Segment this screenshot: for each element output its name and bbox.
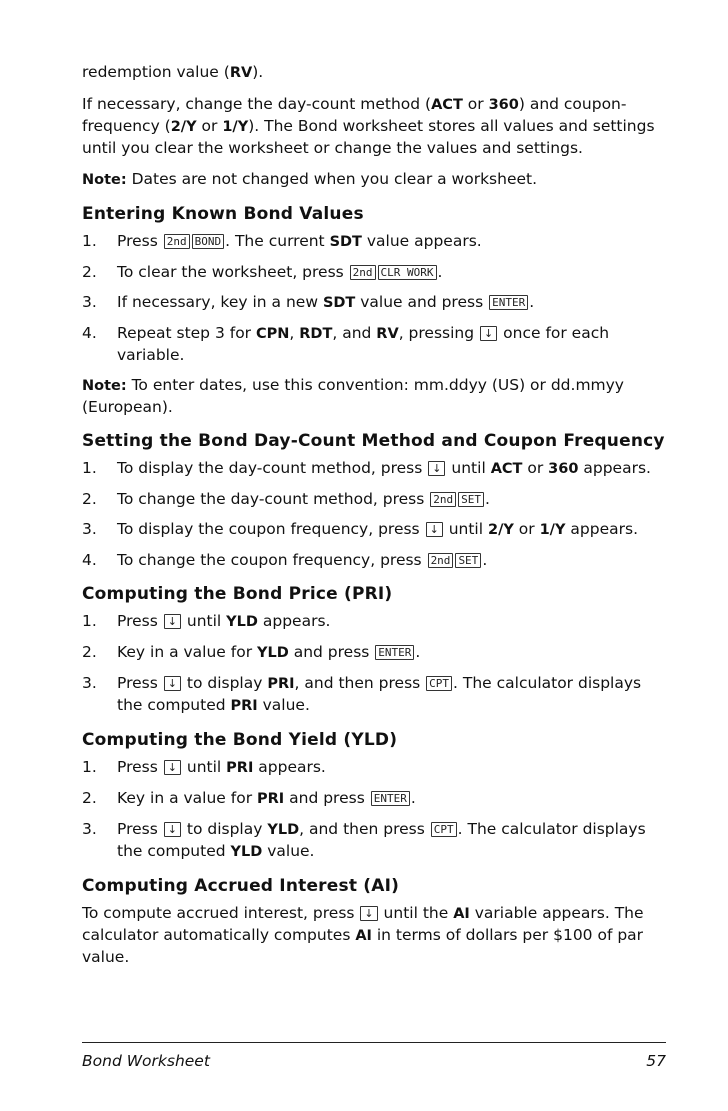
down-arrow-key-icon: ↓: [164, 676, 181, 691]
text: Press: [117, 820, 163, 838]
text: .: [410, 789, 416, 807]
key-set: SET: [458, 492, 484, 507]
term-cpn: CPN: [255, 326, 290, 342]
down-arrow-key-icon: ↓: [164, 760, 181, 775]
page-content: [82, 0, 666, 978]
list-item: [82, 819, 666, 863]
step-number: 3.: [82, 820, 97, 838]
text: . The calculator displays the computed: [117, 674, 642, 714]
term-1y: 1/Y: [222, 119, 249, 135]
text: until the: [378, 904, 454, 922]
term-pri: PRI: [226, 760, 254, 776]
text: appears.: [257, 612, 331, 630]
text: , and then press: [299, 820, 430, 838]
key-2nd: 2nd: [164, 234, 190, 249]
step-text: [117, 489, 666, 510]
step-number: 3.: [82, 520, 97, 538]
down-arrow-key-icon: ↓: [164, 614, 181, 629]
step-text: [117, 642, 666, 664]
note-text: To enter dates, use this convention: mm.ddyy (US) or dd.mmyy (European).: [82, 376, 624, 416]
section-heading-bond-price: Computing the Bond Price (PRI): [82, 584, 393, 604]
text: Key in a value for: [117, 789, 258, 807]
text: until: [446, 459, 491, 477]
dates-note: [82, 375, 666, 418]
down-arrow-key-icon: ↓: [480, 326, 497, 341]
step-number: 2.: [82, 263, 97, 281]
step-number: 1.: [82, 459, 97, 477]
list-item: [82, 673, 666, 717]
text: .: [529, 293, 535, 311]
term-rv: RV: [376, 326, 399, 342]
text: Press: [117, 674, 163, 692]
step-text: [117, 673, 666, 717]
key-enter: ENTER: [489, 295, 528, 310]
text: or: [196, 117, 223, 135]
text: value appears.: [361, 232, 482, 250]
text: If necessary, change the day-count method (: [82, 95, 432, 113]
step-number: 1.: [82, 758, 97, 776]
footer-section-title: Bond Worksheet: [82, 1052, 210, 1070]
step-text: [117, 550, 666, 571]
list-item: [82, 323, 666, 366]
step-number: 4.: [82, 324, 97, 342]
term-yld: YLD: [230, 844, 263, 860]
term-360: 360: [488, 97, 519, 113]
page-footer: [82, 1052, 666, 1070]
note-label: Note:: [82, 172, 127, 188]
text: value.: [262, 842, 315, 860]
term-ai: AI: [453, 906, 470, 922]
term-2y: 2/Y: [487, 522, 514, 538]
key-2nd: 2nd: [428, 553, 454, 568]
text: ).: [252, 63, 264, 81]
text: .: [482, 551, 488, 569]
text: , and: [332, 324, 377, 342]
section-heading-entering-values: Entering Known Bond Values: [82, 204, 364, 224]
text: , and then press: [294, 674, 426, 692]
list-item: [82, 788, 666, 810]
key-2nd: 2nd: [350, 265, 376, 280]
term-rdt: RDT: [299, 326, 333, 342]
step-number: 1.: [82, 232, 97, 250]
text: until: [181, 612, 227, 630]
list-item: [82, 519, 666, 541]
list-item: [82, 642, 666, 664]
text: Press: [117, 612, 163, 630]
text: . The calculator displays the computed: [117, 820, 646, 860]
step-number: 4.: [82, 551, 97, 569]
step-number: 2.: [82, 789, 97, 807]
step-text: [117, 458, 666, 480]
text: until: [181, 758, 227, 776]
text: ,: [289, 324, 300, 342]
step-text: [117, 231, 666, 253]
term-sdt: SDT: [329, 234, 362, 250]
text: to display: [181, 674, 268, 692]
text: appears.: [253, 758, 326, 776]
term-pri: PRI: [257, 791, 285, 807]
section-heading-accrued-interest: Computing Accrued Interest (AI): [82, 876, 400, 896]
intro-line: [82, 62, 666, 84]
text: ). The Bond worksheet stores all values and settings until you clear the worksheet or change the values and settings.: [82, 117, 655, 157]
step-text: [117, 292, 666, 314]
term-act: ACT: [490, 461, 523, 477]
step-text: [117, 519, 666, 541]
text: , pressing: [398, 324, 479, 342]
down-arrow-key-icon: ↓: [428, 461, 445, 476]
step-number: 2.: [82, 490, 97, 508]
key-2nd: 2nd: [430, 492, 456, 507]
text: until: [443, 520, 488, 538]
term-yld: YLD: [267, 822, 300, 838]
intro-paragraph: [82, 94, 666, 159]
text: or: [462, 95, 489, 113]
text: .: [415, 643, 421, 661]
text: appears.: [578, 459, 651, 477]
text: To change the day-count method, press: [117, 490, 430, 508]
term-sdt: SDT: [322, 295, 356, 311]
text: ) and coupon-frequency (: [82, 95, 627, 135]
list-item: [82, 231, 666, 253]
step-number: 1.: [82, 612, 97, 630]
steps-entering-values: [82, 231, 666, 366]
text: Key in a value for: [117, 643, 258, 661]
down-arrow-key-icon: ↓: [360, 906, 377, 921]
list-item: [82, 489, 666, 510]
key-set: SET: [455, 553, 481, 568]
term-1y: 1/Y: [539, 522, 566, 538]
key-cpt: CPT: [426, 676, 452, 691]
accrued-interest-paragraph: [82, 903, 666, 968]
list-item: [82, 458, 666, 480]
text: To display the day-count method, press: [117, 459, 428, 477]
text: appears.: [565, 520, 638, 538]
text: or: [522, 459, 549, 477]
list-item: [82, 262, 666, 283]
text: and press: [284, 789, 370, 807]
key-bond: BOND: [192, 234, 225, 249]
text: to display: [181, 820, 268, 838]
text: To display the coupon frequency, press: [117, 520, 425, 538]
term-yld: YLD: [226, 614, 258, 630]
step-number: 3.: [82, 674, 97, 692]
term-2y: 2/Y: [170, 119, 197, 135]
section-heading-bond-yield: Computing the Bond Yield (YLD): [82, 730, 398, 750]
text: value.: [257, 696, 310, 714]
term-yld: YLD: [257, 645, 289, 661]
footer-divider: [82, 1042, 666, 1043]
step-text: [117, 323, 666, 366]
text: . The current: [225, 232, 330, 250]
section-heading-day-count: Setting the Bond Day-Count Method and Coupon Frequency: [82, 431, 665, 451]
down-arrow-key-icon: ↓: [164, 822, 181, 837]
text: Press: [117, 232, 163, 250]
text: To compute accrued interest, press: [82, 904, 360, 922]
text: variable appears. The calculator automatically computes: [82, 904, 644, 944]
term-pri: PRI: [230, 698, 258, 714]
text: Repeat step 3 for: [117, 324, 256, 342]
term-pri: PRI: [267, 676, 295, 692]
down-arrow-key-icon: ↓: [426, 522, 443, 537]
step-text: [117, 757, 666, 779]
key-enter: ENTER: [375, 645, 414, 660]
text: value and press: [355, 293, 489, 311]
text: and press: [288, 643, 375, 661]
list-item: [82, 292, 666, 314]
list-item: [82, 611, 666, 633]
term-360: 360: [548, 461, 579, 477]
text: in terms of dollars per $100 of par value.: [82, 926, 644, 966]
term-act: ACT: [431, 97, 463, 113]
step-text: [117, 611, 666, 633]
note-label: Note:: [82, 378, 127, 394]
step-number: 3.: [82, 293, 97, 311]
text: If necessary, key in a new: [117, 293, 323, 311]
term-ai: AI: [355, 928, 372, 944]
key-cpt: CPT: [431, 822, 457, 837]
list-item: [82, 550, 666, 571]
text: or: [513, 520, 540, 538]
text: .: [485, 490, 490, 508]
key-enter: ENTER: [371, 791, 410, 806]
step-text: [117, 262, 666, 283]
term-rv: RV: [229, 65, 253, 81]
steps-day-count: [82, 458, 666, 571]
key-clr-work: CLR WORK: [378, 265, 437, 280]
steps-bond-yield: [82, 757, 666, 863]
step-number: 2.: [82, 643, 97, 661]
text: once for each variable.: [117, 324, 610, 364]
text: To clear the worksheet, press: [117, 263, 349, 281]
intro-note: [82, 169, 666, 191]
step-text: [117, 819, 666, 863]
text: .: [437, 263, 443, 281]
list-item: [82, 757, 666, 779]
step-text: [117, 788, 666, 810]
page-number: 57: [646, 1052, 666, 1070]
text: Press: [117, 758, 163, 776]
text: To change the coupon frequency, press: [117, 551, 427, 569]
steps-bond-price: [82, 611, 666, 717]
text: redemption value (: [82, 63, 230, 81]
note-text: Dates are not changed when you clear a worksheet.: [126, 170, 538, 188]
